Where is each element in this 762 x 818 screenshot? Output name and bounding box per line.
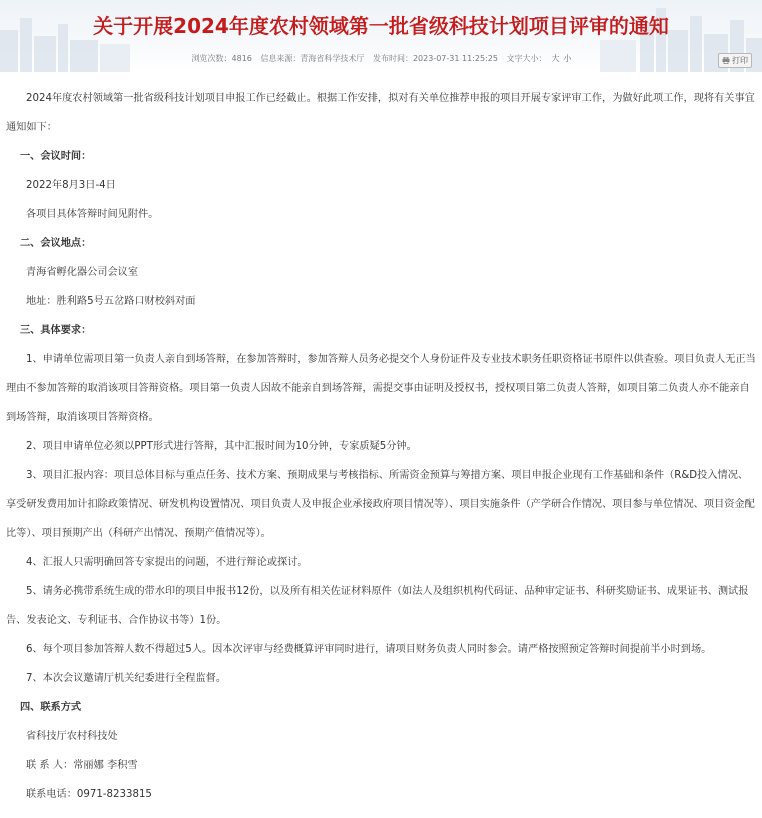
requirement-5: 5、请务必携带系统生成的带水印的项目申报书12份，以及所有相关佐证材料原件（如法人及组织机构代码证、品种审定证书、科研奖励证书、成果证书、测试报告、发表论文、专利证书、合作协议书等）1份。: [6, 586, 749, 626]
print-button[interactable]: [718, 53, 752, 68]
info-source: 信息来源：青海省科学技术厅: [260, 54, 365, 63]
requirement-1: 1、申请单位需项目第一负责人亲自到场答辩，在参加答辩时，参加答辩人员务必提交个人身份证件及专业技术职务任职资格证书原件以供查验。项目负责人无正当理由不参加答辩的取消该项目答辩资格。项目第一负责人因故不能亲自到场答辩，需提交事由证明及授权书，授权项目第二负责人答辩，如项目第二负责人亦不能亲自到场答辩，取消该项目答辩资格。: [6, 354, 756, 423]
printer-icon: [722, 57, 730, 64]
view-count: 浏览次数：4816: [191, 54, 252, 63]
contact-phone: 联系电话：0971-8233815: [26, 789, 152, 800]
article-header: [0, 0, 762, 72]
page-title: 关于开展2024年度农村领域第一批省级科技计划项目评审的通知: [93, 14, 669, 38]
contact-person: 联 系 人：常丽娜 李积雪: [26, 760, 138, 771]
section-heading-requirements: 三、具体要求：: [20, 325, 92, 336]
article-meta: [0, 53, 762, 64]
font-big-link[interactable]: 大: [551, 54, 560, 63]
article-body: [0, 72, 762, 809]
requirement-2: 2、项目申请单位必须以PPT形式进行答辩，其中汇报时间为10分钟，专家质疑5分钟。: [26, 441, 417, 452]
section-heading-time: 一、会议时间：: [20, 151, 92, 162]
section-heading-contact: 四、联系方式: [20, 702, 82, 713]
meeting-date-note: 各项目具体答辩时间见附件。: [26, 209, 159, 220]
requirement-7: 7、本次会议邀请厅机关纪委进行全程监督。: [26, 673, 227, 684]
contact-organization: 省科技厅农村科技处: [26, 731, 118, 742]
requirement-6: 6、每个项目参加答辩人数不得超过5人。因本次评审与经费概算评审同时进行，请项目财务负责人同时参会。请严格按照预定答辩时间提前半小时到场。: [26, 644, 712, 655]
print-label: 打印: [732, 56, 748, 65]
section-heading-place: 二、会议地点：: [20, 238, 92, 249]
font-size-label: 文字大小：: [506, 54, 547, 63]
meeting-place: 青海省孵化器公司会议室: [26, 267, 139, 278]
requirement-3: 3、项目汇报内容：项目总体目标与重点任务、技术方案、预期成果与考核指标、所需资金预算与筹措方案、项目申报企业现有工作基础和条件（R&D投入情况、享受研发费用加计扣除政策情况、研发机构设置情况、项目负责人及申报企业承接政府项目情况等）、项目实施条件（产学研合作情况、项目参与单位情况、项目资金配比等）、项目预期产出（科研产出情况、预期产值情况等）。: [6, 470, 755, 539]
requirement-4: 4、汇报人只需明确回答专家提出的问题，不进行辩论或探讨。: [26, 557, 308, 568]
publish-date: 发布时间：2023-07-31 11:25:25: [372, 54, 498, 63]
intro-paragraph: 2024年度农村领域第一批省级科技计划项目申报工作已经截止。根据工作安排，拟对有关单位推荐申报的项目开展专家评审工作，为做好此项工作，现将有关事宜通知如下：: [6, 93, 755, 133]
meeting-address: 地址：胜利路5号五岔路口财校斜对面: [26, 296, 196, 307]
meeting-date: 2022年8月3日-4日: [26, 180, 116, 191]
font-small-link[interactable]: 小: [563, 54, 572, 63]
